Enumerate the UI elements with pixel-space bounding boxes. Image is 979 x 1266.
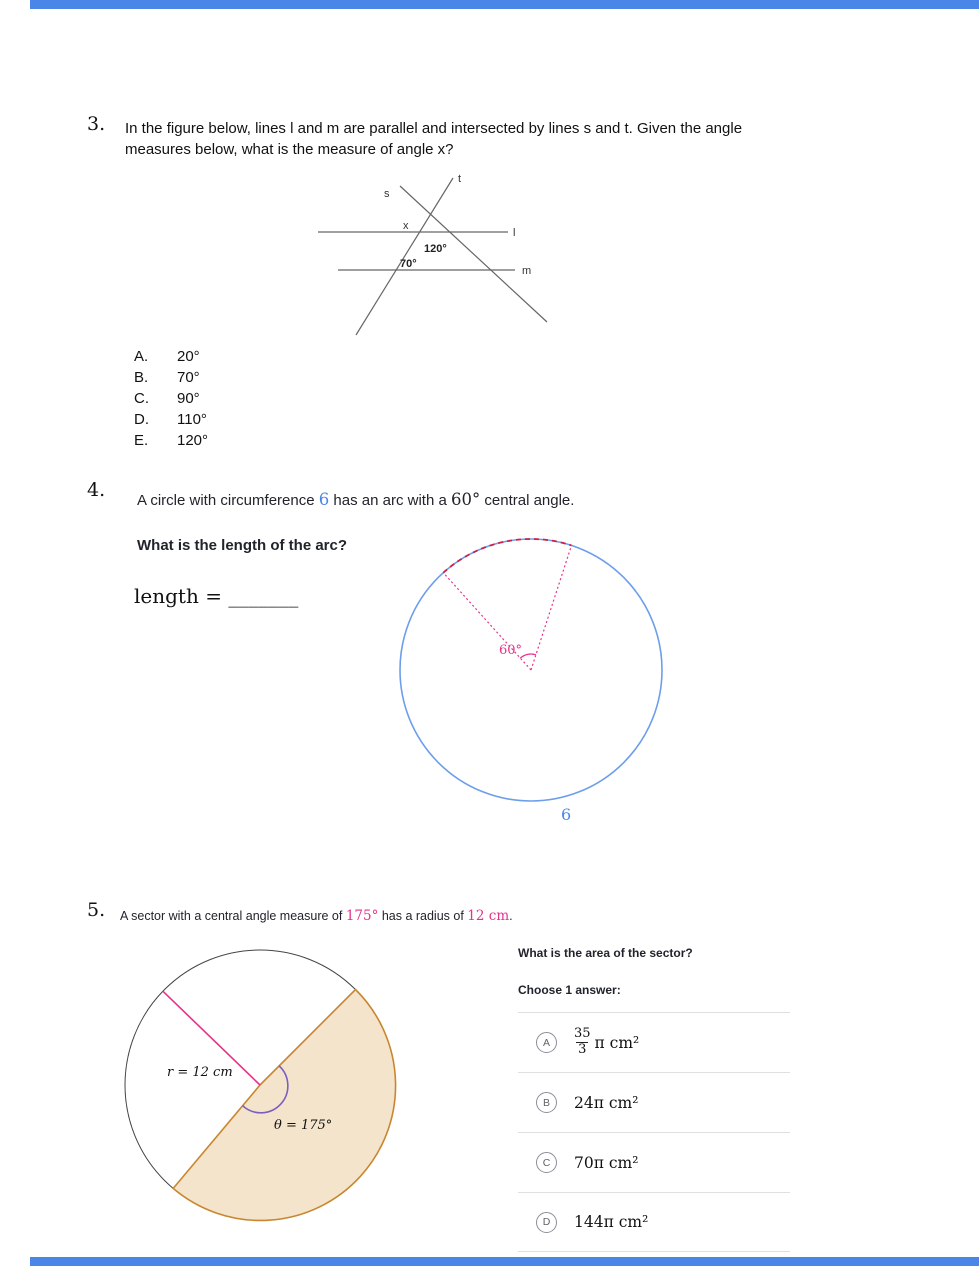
question-3-prompt: In the figure below, lines l and m are parallel and intersected by lines s and t. Given the angle measures below, what is the measure of angle x?: [125, 120, 743, 158]
bottom-page-divider: [30, 1257, 979, 1266]
central-angle-marker: [520, 654, 536, 658]
option-c[interactable]: [518, 1132, 790, 1192]
q4-answer-blank[interactable]: _______: [228, 584, 299, 608]
choice-c-letter: C.: [134, 390, 149, 407]
label-angle-70: 70°: [400, 258, 417, 270]
choice-d: [134, 409, 208, 430]
q4-prompt-part2: has an arc with a: [329, 492, 451, 509]
q4-subquestion: What is the length of the arc?: [137, 537, 348, 554]
label-s: s: [384, 188, 390, 200]
q4-circle-figure: [395, 532, 675, 827]
q4-angle-value: 60°: [450, 490, 481, 509]
option-d-value: 144π cm²: [574, 1213, 649, 1231]
q4-prompt-part1: A circle with circumference: [137, 492, 319, 509]
q5-prompt-part1: A sector with a central angle measure of: [120, 909, 346, 923]
label-m: m: [522, 265, 532, 277]
label-angle-120: 120°: [424, 243, 447, 255]
question-4-prompt: [137, 490, 574, 509]
choice-d-letter: D.: [134, 411, 149, 428]
option-b-value: 24π cm²: [574, 1093, 639, 1112]
fraction-numerator: 35: [574, 1026, 591, 1042]
q5-prompt-part3: .: [509, 909, 513, 923]
choice-a-value: 20°: [177, 348, 200, 365]
question-3-number: 3.: [87, 113, 106, 135]
option-b-radio[interactable]: B: [536, 1092, 557, 1113]
q5-panel-question: What is the area of the sector?: [518, 946, 693, 960]
radius-right: [531, 545, 572, 670]
theta-label: θ = 175°: [274, 1118, 333, 1133]
q5-sector-figure: [122, 945, 404, 1227]
option-d-radio[interactable]: D: [536, 1212, 557, 1233]
option-b[interactable]: [518, 1072, 790, 1132]
line-t: [356, 178, 453, 335]
q5-answer-options: [518, 1012, 790, 1252]
choice-c: [134, 388, 208, 409]
choice-e: [134, 430, 208, 451]
question-5-prompt: [120, 908, 513, 924]
q4-answer-label: length =: [134, 584, 222, 608]
question-4-number: 4.: [87, 479, 106, 501]
option-a-radio[interactable]: A: [536, 1032, 557, 1053]
option-c-radio[interactable]: C: [536, 1152, 557, 1173]
q5-panel-instruction: Choose 1 answer:: [518, 983, 621, 997]
option-a-value: π cm²: [594, 1033, 640, 1052]
option-d[interactable]: [518, 1192, 790, 1252]
label-t: t: [458, 173, 462, 185]
q4-prompt-part3: central angle.: [480, 492, 575, 509]
choice-c-value: 90°: [177, 390, 200, 407]
arc-highlight: [443, 539, 571, 573]
option-a-fraction: [574, 1027, 591, 1058]
shaded-sector: [173, 990, 395, 1221]
q4-answer-line: [134, 584, 298, 608]
choice-b-letter: B.: [134, 369, 149, 386]
label-x: x: [403, 220, 409, 232]
central-angle-label: 60°: [499, 643, 523, 658]
q3-answer-choices: [134, 346, 208, 451]
choice-e-letter: E.: [134, 432, 149, 449]
choice-a-letter: A.: [134, 348, 149, 365]
choice-e-value: 120°: [177, 432, 209, 449]
radius-label: r = 12 cm: [167, 1065, 233, 1080]
option-c-value: 70π cm²: [574, 1153, 639, 1172]
circumference-label: 6: [561, 805, 572, 824]
top-page-divider: [30, 0, 979, 9]
choice-d-value: 110°: [177, 411, 207, 428]
fraction-denominator: 3: [578, 1042, 587, 1057]
q4-circumference-value: 6: [318, 490, 330, 509]
label-l: l: [513, 227, 516, 239]
choice-b-value: 70°: [177, 369, 200, 386]
q3-parallel-lines-figure: [310, 172, 560, 340]
option-a[interactable]: [518, 1012, 790, 1072]
choice-a: [134, 346, 208, 367]
question-5-number: 5.: [87, 899, 106, 921]
choice-b: [134, 367, 208, 388]
q5-radius-value: 12 cm: [467, 908, 510, 924]
line-s: [400, 186, 547, 322]
q5-prompt-part2: has a radius of: [378, 909, 468, 923]
q5-angle-value: 175°: [345, 908, 379, 924]
